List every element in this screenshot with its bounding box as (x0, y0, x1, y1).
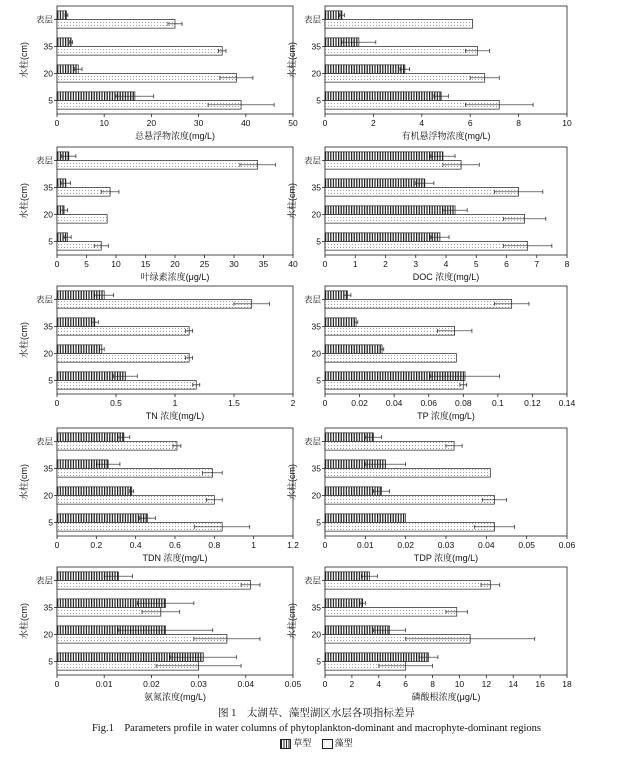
x-tick-label: 1 (251, 540, 257, 550)
y-category-label: 20 (43, 629, 53, 640)
bar-macrophyte (325, 206, 455, 215)
bar-phytoplankton (57, 354, 189, 363)
x-tick-label: 0.01 (95, 679, 113, 689)
y-axis-title: 水柱(cm) (19, 464, 29, 500)
x-tick-label: 4 (419, 118, 425, 128)
bar-phytoplankton (57, 74, 236, 83)
bar-phytoplankton (325, 469, 490, 478)
chart-panel-7 (18, 428, 299, 563)
x-axis-title: TN 浓度(mg/L) (145, 411, 205, 421)
y-category-label: 35 (43, 463, 53, 474)
bar-phytoplankton (325, 354, 456, 363)
y-category-label: 5 (316, 95, 321, 106)
x-tick-label: 0.06 (420, 398, 437, 408)
x-tick-label: 30 (193, 118, 204, 128)
x-tick-label: 0.6 (169, 540, 181, 550)
bar-phytoplankton (57, 381, 196, 390)
x-tick-label: 1.5 (228, 398, 240, 408)
bar-macrophyte (325, 318, 356, 327)
bar-macrophyte (57, 318, 95, 327)
y-category-label: 5 (48, 236, 53, 247)
y-category-label: 表层 (303, 436, 321, 447)
x-tick-label: 5 (473, 259, 479, 269)
bar-macrophyte (57, 487, 132, 496)
chart-panel-6 (304, 286, 576, 421)
x-tick-label: 0.06 (558, 540, 576, 550)
bar-macrophyte (325, 514, 406, 523)
bar-phytoplankton (325, 161, 461, 170)
chart-panel-3 (18, 147, 298, 282)
chart-panel-1 (18, 6, 298, 141)
x-tick-label: 50 (288, 118, 298, 128)
x-tick-label: 6 (403, 679, 409, 689)
x-tick-label: 40 (288, 259, 298, 269)
y-axis-title: 水柱(cm) (19, 183, 29, 219)
y-axis-title: 水柱(cm) (19, 42, 29, 78)
chart-panel-2 (286, 6, 572, 141)
bar-phytoplankton (57, 496, 214, 505)
x-tick-label: 0 (322, 398, 328, 408)
x-tick-label: 0.02 (143, 679, 160, 689)
x-tick-label: 20 (146, 118, 157, 128)
bar-macrophyte (325, 152, 443, 161)
y-category-label: 20 (43, 348, 53, 359)
x-axis-title: 总悬浮物浓度(mg/L) (134, 131, 216, 141)
y-category-label: 表层 (35, 575, 53, 586)
bar-phytoplankton (57, 20, 175, 29)
chart-panel-4 (286, 147, 570, 282)
x-tick-label: 2 (383, 259, 388, 269)
bar-macrophyte (325, 179, 425, 188)
x-axis-title: 叶绿素浓度(μg/L) (140, 272, 210, 282)
x-tick-label: 0.12 (524, 398, 541, 408)
x-tick-label: 0 (54, 118, 60, 128)
y-axis-title: 水柱(cm) (19, 603, 29, 639)
y-category-label: 表层 (303, 575, 321, 586)
bar-phytoplankton (325, 300, 512, 309)
x-tick-label: 1 (352, 259, 358, 269)
legend (0, 736, 633, 749)
x-tick-label: 30 (229, 259, 239, 269)
x-axis-title: 氨氮浓度(mg/L) (143, 692, 207, 702)
y-category-label: 表层 (303, 294, 321, 305)
y-category-label: 5 (316, 656, 321, 667)
x-tick-label: 7 (534, 259, 540, 269)
x-tick-label: 0 (54, 679, 60, 689)
bar-macrophyte (325, 92, 441, 101)
x-tick-label: 0.02 (351, 398, 368, 408)
bar-phytoplankton (325, 20, 473, 29)
bar-phytoplankton (57, 215, 107, 224)
y-category-label: 表层 (35, 155, 53, 166)
x-tick-label: 0 (54, 540, 60, 550)
bar-macrophyte (325, 233, 440, 242)
bar-phytoplankton (325, 215, 525, 224)
y-category-label: 35 (43, 602, 53, 613)
x-axis-title: TP 浓度(mg/L) (417, 411, 475, 421)
y-axis-title: 水柱(cm) (19, 322, 29, 358)
bar-macrophyte (325, 345, 382, 354)
figure-caption-en: Fig.1 Parameters profile in water columns of phytoplankton-dominant and macrophyte-dominant regions (91, 723, 542, 734)
bar-phytoplankton (57, 469, 212, 478)
bar-phytoplankton (325, 496, 494, 505)
bar-phytoplankton (57, 327, 189, 336)
bar-phytoplankton (57, 161, 258, 170)
bar-macrophyte (57, 38, 71, 47)
x-tick-label: 14 (508, 679, 518, 689)
x-tick-label: 5 (84, 259, 89, 269)
y-axis-title: 水柱(cm) (287, 464, 297, 500)
x-tick-label: 0.03 (190, 679, 207, 689)
legend-item-phytoplankton (322, 736, 353, 749)
y-category-label: 35 (311, 41, 321, 52)
y-category-label: 表层 (35, 436, 53, 447)
x-tick-label: 35 (258, 259, 269, 269)
bar-phytoplankton (325, 47, 477, 56)
x-tick-label: 0 (322, 118, 328, 128)
y-category-label: 5 (316, 375, 321, 386)
y-category-label: 20 (43, 209, 53, 220)
x-tick-label: 0.8 (208, 540, 221, 550)
bar-macrophyte (325, 487, 381, 496)
x-tick-label: 2 (371, 118, 376, 128)
y-category-label: 20 (311, 490, 321, 501)
x-tick-label: 10 (99, 118, 109, 128)
x-tick-label: 6 (467, 118, 473, 128)
x-tick-label: 4 (443, 259, 449, 269)
x-tick-label: 1 (172, 398, 178, 408)
x-tick-label: 0 (54, 259, 60, 269)
y-category-label: 5 (316, 517, 321, 528)
y-category-label: 5 (48, 517, 53, 528)
legend-label: 藻型 (334, 738, 353, 748)
bar-macrophyte (57, 433, 124, 442)
bar-phytoplankton (325, 242, 528, 251)
y-category-label: 表层 (303, 14, 321, 25)
bar-phytoplankton (325, 74, 485, 83)
bar-phytoplankton (325, 381, 463, 390)
y-category-label: 20 (43, 68, 53, 79)
y-category-label: 35 (43, 41, 53, 52)
y-category-label: 20 (311, 209, 321, 220)
chart-panel-5 (18, 286, 296, 421)
x-tick-label: 0 (54, 398, 60, 408)
y-axis-title: 水柱(cm) (287, 42, 297, 78)
bar-phytoplankton (57, 581, 251, 590)
bar-macrophyte (325, 653, 429, 662)
x-tick-label: 18 (562, 679, 572, 689)
x-tick-label: 0.04 (478, 540, 495, 550)
chart-panel-8 (286, 428, 576, 563)
x-tick-label: 4 (376, 679, 382, 689)
y-category-label: 20 (311, 348, 321, 359)
x-tick-label: 0.14 (558, 398, 576, 408)
x-tick-label: 0.04 (237, 679, 255, 689)
y-category-label: 35 (311, 321, 321, 332)
y-axis-title: 水柱(cm) (287, 603, 297, 639)
x-tick-label: 0.5 (110, 398, 122, 408)
x-tick-label: 8 (516, 118, 521, 128)
y-category-label: 20 (311, 68, 321, 79)
y-category-label: 表层 (35, 14, 53, 25)
y-category-label: 35 (311, 602, 321, 613)
x-tick-label: 0.4 (129, 540, 142, 550)
y-category-label: 35 (311, 463, 321, 474)
y-category-label: 5 (48, 656, 53, 667)
y-category-label: 20 (43, 490, 53, 501)
bar-phytoplankton (325, 608, 457, 617)
x-axis-title: TDN 浓度(mg/L) (142, 553, 208, 563)
x-tick-label: 2 (290, 398, 296, 408)
x-tick-label: 6 (504, 259, 509, 269)
y-category-label: 35 (43, 182, 53, 193)
x-tick-label: 2 (349, 679, 355, 689)
bar-phytoplankton (325, 523, 494, 532)
x-tick-label: 0 (322, 679, 328, 689)
x-tick-label: 0.01 (357, 540, 374, 550)
legend-label: 草型 (293, 738, 312, 748)
y-axis-title: 水柱(cm) (287, 183, 297, 219)
bar-macrophyte (325, 65, 405, 74)
x-tick-label: 25 (199, 259, 210, 269)
x-tick-label: 20 (170, 259, 180, 269)
x-tick-label: 0.08 (455, 398, 472, 408)
x-tick-label: 0.2 (90, 540, 103, 550)
bar-phytoplankton (57, 442, 177, 451)
y-category-label: 5 (48, 375, 53, 386)
x-tick-label: 12 (481, 679, 492, 689)
x-tick-label: 0.04 (385, 398, 403, 408)
bar-macrophyte (57, 345, 102, 354)
x-tick-label: 10 (454, 679, 465, 689)
x-tick-label: 8 (564, 259, 570, 269)
chart-panel-9 (18, 567, 302, 702)
bar-phytoplankton (325, 581, 490, 590)
x-tick-label: 16 (535, 679, 545, 689)
x-tick-label: 0.1 (491, 398, 504, 408)
x-tick-label: 40 (241, 118, 251, 128)
bar-phytoplankton (325, 188, 519, 197)
bar-phytoplankton (325, 327, 455, 336)
y-category-label: 表层 (35, 294, 53, 305)
x-tick-label: 3 (413, 259, 419, 269)
y-category-label: 35 (311, 182, 321, 193)
x-tick-label: 8 (430, 679, 435, 689)
bar-macrophyte (325, 599, 363, 608)
x-tick-label: 0.02 (397, 540, 414, 550)
x-axis-title: 有机悬浮物浓度(mg/L) (401, 131, 491, 141)
legend-swatch-dotted (322, 739, 333, 749)
chart-panel-10 (286, 567, 572, 702)
legend-item-macrophyte (280, 736, 311, 749)
x-axis-title: TDP 浓度(mg/L) (413, 553, 479, 563)
x-tick-label: 0.03 (437, 540, 455, 550)
y-category-label: 35 (43, 321, 53, 332)
y-category-label: 5 (48, 95, 53, 106)
x-tick-label: 10 (111, 259, 121, 269)
x-tick-label: 0 (322, 540, 328, 550)
bar-phytoplankton (57, 300, 252, 309)
figure-caption-zh: 图 1 太湖草、藻型湖区水层各项指标差异 (218, 708, 415, 719)
x-tick-label: 0 (322, 259, 328, 269)
bar-phytoplankton (325, 442, 454, 451)
legend-swatch-hatched (280, 739, 291, 749)
y-category-label: 5 (316, 236, 321, 247)
x-tick-label: 1.2 (287, 540, 299, 550)
y-category-label: 表层 (303, 155, 321, 166)
x-axis-title: 磷酸根浓度(μg/L) (411, 692, 481, 702)
x-tick-label: 0.05 (284, 679, 302, 689)
x-tick-label: 0.05 (518, 540, 535, 550)
x-tick-label: 15 (140, 259, 151, 269)
x-tick-label: 10 (562, 118, 572, 128)
x-axis-title: DOC 浓度(mg/L) (412, 272, 480, 282)
y-category-label: 20 (311, 629, 321, 640)
bar-phytoplankton (57, 47, 222, 56)
bar-macrophyte (57, 514, 147, 523)
